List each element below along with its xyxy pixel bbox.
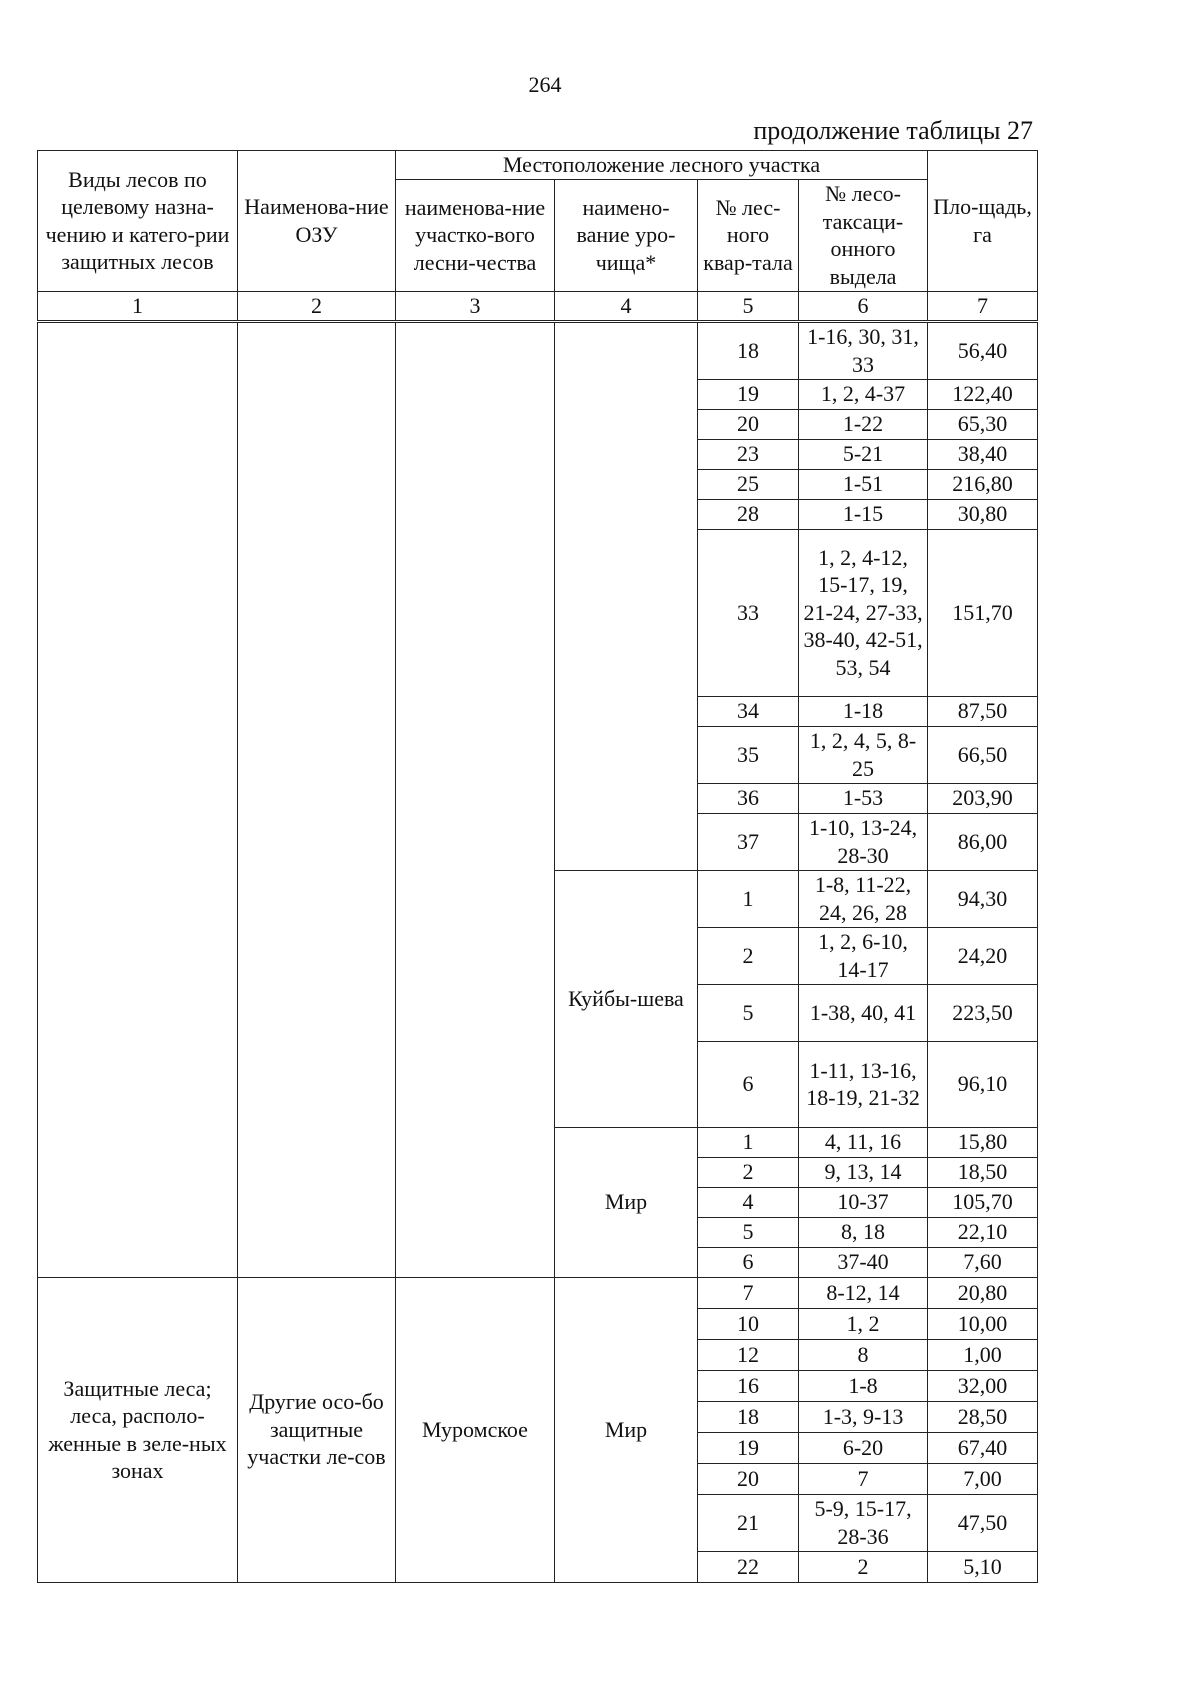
kvartal-cell: 1 bbox=[698, 1127, 799, 1157]
kvartal-cell: 21 bbox=[698, 1494, 799, 1551]
forest-table bbox=[37, 150, 1038, 1583]
area-cell: 30,80 bbox=[928, 499, 1038, 529]
area-cell: 216,80 bbox=[928, 469, 1038, 499]
area-cell: 47,50 bbox=[928, 1494, 1038, 1551]
area-cell: 105,70 bbox=[928, 1187, 1038, 1217]
area-cell: 87,50 bbox=[928, 696, 1038, 726]
kvartal-cell: 22 bbox=[698, 1551, 799, 1582]
area-cell: 18,50 bbox=[928, 1157, 1038, 1187]
vydel-cell: 1-38, 40, 41 bbox=[799, 984, 928, 1041]
column-number: 1 bbox=[38, 291, 238, 321]
vydel-cell: 1-3, 9-13 bbox=[799, 1401, 928, 1432]
vydel-cell: 1-11, 13-16, 18-19, 21-32 bbox=[799, 1041, 928, 1127]
area-cell: 65,30 bbox=[928, 409, 1038, 439]
kvartal-cell: 28 bbox=[698, 499, 799, 529]
area-cell: 66,50 bbox=[928, 726, 1038, 783]
vydel-cell: 1-51 bbox=[799, 469, 928, 499]
kvartal-cell: 7 bbox=[698, 1277, 799, 1308]
vydel-cell: 8, 18 bbox=[799, 1217, 928, 1247]
kvartal-cell: 18 bbox=[698, 321, 799, 379]
tract-cell bbox=[555, 321, 698, 870]
kvartal-cell: 19 bbox=[698, 1432, 799, 1463]
vydel-cell: 1, 2 bbox=[799, 1308, 928, 1339]
area-cell: 28,50 bbox=[928, 1401, 1038, 1432]
column-number-row bbox=[38, 291, 1038, 321]
vydel-cell: 2 bbox=[799, 1551, 928, 1582]
vydel-cell: 1-8 bbox=[799, 1370, 928, 1401]
area-cell: 32,00 bbox=[928, 1370, 1038, 1401]
area-cell: 22,10 bbox=[928, 1217, 1038, 1247]
area-cell: 151,70 bbox=[928, 529, 1038, 696]
table-caption: продолжение таблицы 27 bbox=[753, 116, 1033, 145]
area-cell: 86,00 bbox=[928, 813, 1038, 870]
area-cell: 67,40 bbox=[928, 1432, 1038, 1463]
area-cell: 203,90 bbox=[928, 783, 1038, 813]
header-forest-type: Виды лесов по целевому назна-чению и катего-рии защитных лесов bbox=[38, 151, 238, 292]
vydel-cell: 1-10, 13-24, 28-30 bbox=[799, 813, 928, 870]
kvartal-cell: 33 bbox=[698, 529, 799, 696]
area-cell: 20,80 bbox=[928, 1277, 1038, 1308]
column-number: 3 bbox=[396, 291, 555, 321]
header-lesnichestvo: наименова-ние участко-вого лесни-чества bbox=[396, 179, 555, 291]
vydel-cell: 7 bbox=[799, 1463, 928, 1494]
forest-type-cell: Защитные леса; леса, располо-женные в зеле-ных зонах bbox=[38, 1277, 238, 1582]
vydel-cell: 1-18 bbox=[799, 696, 928, 726]
kvartal-cell: 25 bbox=[698, 469, 799, 499]
area-cell: 10,00 bbox=[928, 1308, 1038, 1339]
vydel-cell: 1-22 bbox=[799, 409, 928, 439]
column-number: 7 bbox=[928, 291, 1038, 321]
vydel-cell: 1-53 bbox=[799, 783, 928, 813]
kvartal-cell: 35 bbox=[698, 726, 799, 783]
page-number: 264 bbox=[528, 72, 562, 97]
area-cell: 96,10 bbox=[928, 1041, 1038, 1127]
kvartal-cell: 6 bbox=[698, 1247, 799, 1277]
header-kvartal: № лес-ного квар-тала bbox=[698, 179, 799, 291]
kvartal-cell: 5 bbox=[698, 984, 799, 1041]
kvartal-cell: 5 bbox=[698, 1217, 799, 1247]
vydel-cell: 1, 2, 6-10, 14-17 bbox=[799, 927, 928, 984]
vydel-cell: 8-12, 14 bbox=[799, 1277, 928, 1308]
vydel-cell: 1-8, 11-22, 24, 26, 28 bbox=[799, 870, 928, 927]
vydel-cell: 5-21 bbox=[799, 439, 928, 469]
kvartal-cell: 20 bbox=[698, 409, 799, 439]
table-row bbox=[38, 1277, 1038, 1308]
area-cell: 56,40 bbox=[928, 321, 1038, 379]
area-cell: 1,00 bbox=[928, 1339, 1038, 1370]
kvartal-cell: 37 bbox=[698, 813, 799, 870]
vydel-cell: 1-16, 30, 31, 33 bbox=[799, 321, 928, 379]
area-cell: 94,30 bbox=[928, 870, 1038, 927]
kvartal-cell: 34 bbox=[698, 696, 799, 726]
kvartal-cell: 1 bbox=[698, 870, 799, 927]
kvartal-cell: 18 bbox=[698, 1401, 799, 1432]
kvartal-cell: 19 bbox=[698, 379, 799, 409]
area-cell: 7,00 bbox=[928, 1463, 1038, 1494]
header-ozu-name: Наименова-ние ОЗУ bbox=[238, 151, 396, 292]
lesnichestvo-cell: Муромское bbox=[396, 1277, 555, 1582]
vydel-cell: 1, 2, 4-37 bbox=[799, 379, 928, 409]
header-tract: наимено-вание уро-чища* bbox=[555, 179, 698, 291]
vydel-cell: 1, 2, 4-12, 15-17, 19, 21-24, 27-33, 38-40, 42-51, 53, 54 bbox=[799, 529, 928, 696]
tract-cell: Мир bbox=[555, 1127, 698, 1277]
kvartal-cell: 10 bbox=[698, 1308, 799, 1339]
vydel-cell: 37-40 bbox=[799, 1247, 928, 1277]
header-location-group: Местоположение лесного участка bbox=[396, 151, 928, 180]
table-row bbox=[38, 321, 1038, 379]
table-body bbox=[38, 151, 1038, 1583]
vydel-cell: 1, 2, 4, 5, 8-25 bbox=[799, 726, 928, 783]
area-cell: 5,10 bbox=[928, 1551, 1038, 1582]
column-number: 2 bbox=[238, 291, 396, 321]
vydel-cell: 9, 13, 14 bbox=[799, 1157, 928, 1187]
kvartal-cell: 2 bbox=[698, 1157, 799, 1187]
ozu-cell: Другие осо-бо защитные участки ле-сов bbox=[238, 1277, 396, 1582]
vydel-cell: 5-9, 15-17, 28-36 bbox=[799, 1494, 928, 1551]
kvartal-cell: 16 bbox=[698, 1370, 799, 1401]
area-cell: 7,60 bbox=[928, 1247, 1038, 1277]
ozu-cell bbox=[238, 321, 396, 1277]
forest-type-cell bbox=[38, 321, 238, 1277]
area-cell: 15,80 bbox=[928, 1127, 1038, 1157]
area-cell: 38,40 bbox=[928, 439, 1038, 469]
area-cell: 223,50 bbox=[928, 984, 1038, 1041]
vydel-cell: 4, 11, 16 bbox=[799, 1127, 928, 1157]
vydel-cell: 1-15 bbox=[799, 499, 928, 529]
tract-cell: Куйбы-шева bbox=[555, 870, 698, 1127]
column-number: 4 bbox=[555, 291, 698, 321]
kvartal-cell: 2 bbox=[698, 927, 799, 984]
kvartal-cell: 20 bbox=[698, 1463, 799, 1494]
area-cell: 122,40 bbox=[928, 379, 1038, 409]
vydel-cell: 6-20 bbox=[799, 1432, 928, 1463]
header-vydel: № лесо-таксаци-онного выдела bbox=[799, 179, 928, 291]
vydel-cell: 8 bbox=[799, 1339, 928, 1370]
header-area: Пло-щадь, га bbox=[928, 151, 1038, 292]
tract-cell: Мир bbox=[555, 1277, 698, 1582]
kvartal-cell: 6 bbox=[698, 1041, 799, 1127]
vydel-cell: 10-37 bbox=[799, 1187, 928, 1217]
kvartal-cell: 36 bbox=[698, 783, 799, 813]
lesnichestvo-cell bbox=[396, 321, 555, 1277]
area-cell: 24,20 bbox=[928, 927, 1038, 984]
kvartal-cell: 12 bbox=[698, 1339, 799, 1370]
kvartal-cell: 4 bbox=[698, 1187, 799, 1217]
column-number: 6 bbox=[799, 291, 928, 321]
column-number: 5 bbox=[698, 291, 799, 321]
kvartal-cell: 23 bbox=[698, 439, 799, 469]
header-row bbox=[38, 151, 1038, 180]
